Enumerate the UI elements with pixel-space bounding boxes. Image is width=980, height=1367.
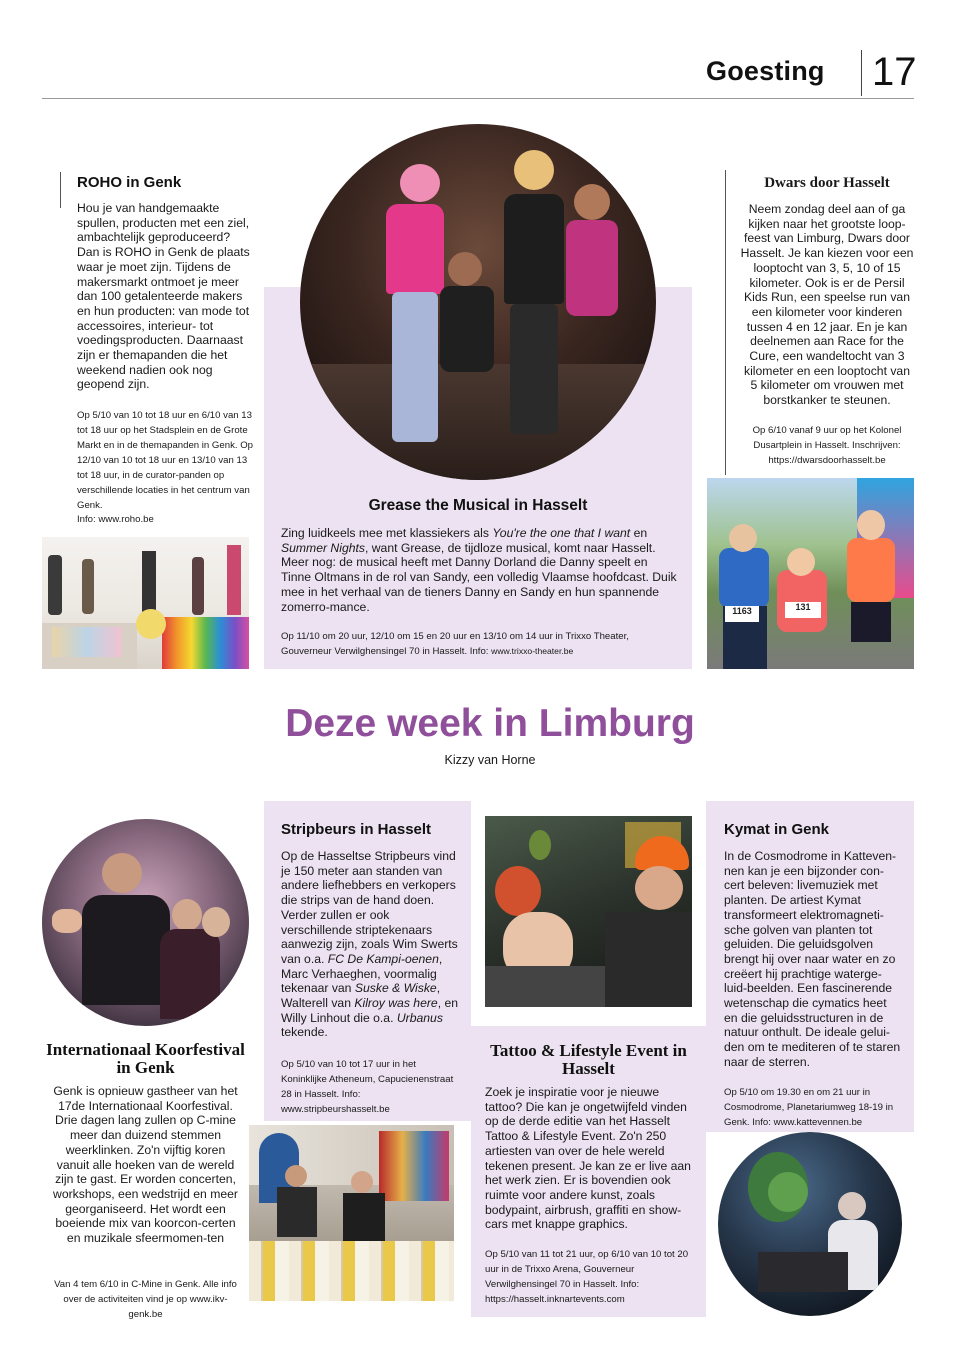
dwars-body: Neem zondag deel aan of ga kijken naar het grootste loop-feest van Limburg, Dwars door Hasselt. Je kan kiezen voor een looptocht van 3, 5, 10 of 15 kilometer. Ook is er de Persil Kids Run, een speelse run van een kilometer voor kinderen tussen 4 en 12 jaar. En je kan deelnemen aan Race for the Cure, een wandeltocht van 3 kilometer en een looptocht van 5 kilometer om vrouwen met borstkanker te steunen. xyxy=(740,202,914,408)
byline: Kizzy van Horne xyxy=(444,753,536,767)
kymat-body: In de Cosmodrome in Katteven-nen kan je een bijzonder con-cert beleven: livemuziek met planten. De artiest Kymat transformeert elektromagneti-sche golven van planten tot geluiden. Die geluidsgolven brengt hij over naar water en zo creëert hij prachtige waterge-luid-beelden. Een fascinerende wetenschap die cymatics heet en die geluidsstructuren in de natuur onthult. De ideale gelui-den om te mediteren of te staren naar de sterren. xyxy=(724,849,901,1069)
kymat-info: Op 5/10 om 19.30 en om 21 uur in Cosmodrome, Planetariumweg 18-19 in Genk. Info: www.kattevennen.be xyxy=(724,1087,894,1128)
header-separator xyxy=(861,50,862,96)
kymat-title: Kymat in Genk xyxy=(724,821,830,838)
dwars-bib-2: 131 xyxy=(785,602,821,618)
koor-info: Van 4 tem 6/10 in C-Mine in Genk. Alle info over de activiteiten vind je op www.ikv-genk.be xyxy=(54,1279,237,1320)
header-rule xyxy=(42,98,914,99)
koor-body: Genk is opnieuw gastheer van het 17de Internationaal Koorfestival. Drie dagen lang zullen op C-mine meer dan duizend stemmen weerklinken. Zo'n vijftig koren vanuit alle hoeken van de wereld zijn te gast. Er worden concerten, workshops, een wedstrijd en meer georganiseerd. Het wordt een boeiende mix van koorcon-certen en muzikale sfeermomen-ten xyxy=(53,1084,238,1246)
tattoo-body: Zoek je inspiratie voor je nieuwe tattoo? Die kan je ongetwijfeld vinden op de derde editie van het Hasselt Tattoo & Lifestyle Event. Zo'n 250 artiesten van over de hele wereld tekenen present. Je kan ze er live aan het werk zien. Er is bovendien ook ruimte voor andere kunst, zoals bodypaint, airbrush, graffiti en show-cars met knappe graphics. xyxy=(485,1085,691,1232)
grease-info: Op 11/10 om 20 uur, 12/10 om 15 en 20 uur en 13/10 om 14 uur in Trixxo Theater, Gouverneur Verwilghensingel 70 in Hasselt. Info: www.trixxo-theater.be xyxy=(281,631,629,657)
roho-url: Info: www.roho.be xyxy=(77,514,154,525)
kymat-photo xyxy=(718,1132,902,1316)
strip-body: Op de Hasseltse Stripbeurs vind je 150 meter aan standen van andere liefhebbers en verkopers die strips van de hand doen. Verder zullen er ook verschillende striptekenaars aanwezig zijn, zoals Wim Swerts van o.a. FC De Kampi-oenen, Marc Verhaeghen, voormalig tekenaar van Suske & Wiske, Walterell van Kilroy was here, en Willy Linhout die o.a. Urbanus tekende. xyxy=(281,849,459,1040)
dwars-info: Op 6/10 vanaf 9 uur op het Kolonel Dusartplein in Hasselt. Inschrijven: https://dwarsdoorhasselt.be xyxy=(752,425,902,466)
koor-title: Internationaal Koorfestival in Genk xyxy=(46,1040,245,1077)
dwars-bib-1: 1163 xyxy=(725,606,759,622)
dwars-photo xyxy=(707,478,914,669)
page-number: 17 xyxy=(872,50,917,94)
strip-photo xyxy=(249,1125,454,1301)
roho-title: ROHO in Genk xyxy=(77,174,182,191)
grease-photo xyxy=(300,124,656,480)
strip-info: Op 5/10 van 10 tot 17 uur in het Koninklijke Atheneum, Capucienenstraat 28 in Hasselt. Info: www.stripbeurshasselt.be xyxy=(281,1059,454,1115)
dwars-title: Dwars door Hasselt xyxy=(764,175,890,191)
roho-body: Hou je van handgemaakte spullen, producten met een ziel, ambachtelijk geproduceerd? Dan is ROHO in Genk de plaats waar je moet zijn. Tijdens de makersmarkt ontmoet je meer dan 100 getalenteerde makers en hun producten: van mode tot accessoires, interieur- tot voedingsproducten. Daarnaast zijn er themapanden die het weekend nadien ook nog geopend zijn. xyxy=(77,201,250,392)
tattoo-info: Op 5/10 van 11 tot 21 uur, op 6/10 van 10 tot 20 uur in de Trixxo Arena, Gouverneur Verwilghensingel 70 in Hasselt. Info: https://hasselt.inknartevents.com xyxy=(485,1249,689,1305)
tattoo-title: Tattoo & Lifestyle Event in Hasselt xyxy=(490,1041,687,1078)
dwars-rule xyxy=(725,170,726,475)
grease-body: Zing luidkeels mee met klassiekers als You're the one that I want en Summer Nights, want Grease, de tijdloze musical, komt naar Hasselt. Meer nog: de musical heeft met Danny Dorland die Danny speelt en Tinne Oltmans in de rol van Sandy, een volledig Vlaamse hoofdcast. Duik mee in het verhaal van de tieners Danny en Sandy en hun spannende zomerro-mance. xyxy=(281,526,677,614)
grease-title: Grease the Musical in Hasselt xyxy=(368,497,588,514)
section-title: Goesting xyxy=(706,56,825,86)
roho-rule xyxy=(60,172,61,208)
tattoo-photo xyxy=(485,816,692,1007)
main-title: Deze week in Limburg xyxy=(285,702,695,745)
koor-photo xyxy=(42,819,249,1026)
strip-title: Stripbeurs in Hasselt xyxy=(281,821,432,838)
roho-photo xyxy=(42,537,249,669)
roho-info: Op 5/10 van 10 tot 18 uur en 6/10 van 13 tot 18 uur op het Stadsplein en de Grote Markt en in de themapanden in Genk. Op 12/10 van 10 tot 18 uur en 13/10 van 13 tot 18 uur, in de curator-panden op verschillende locaties in het centrum van Genk. xyxy=(77,410,253,511)
